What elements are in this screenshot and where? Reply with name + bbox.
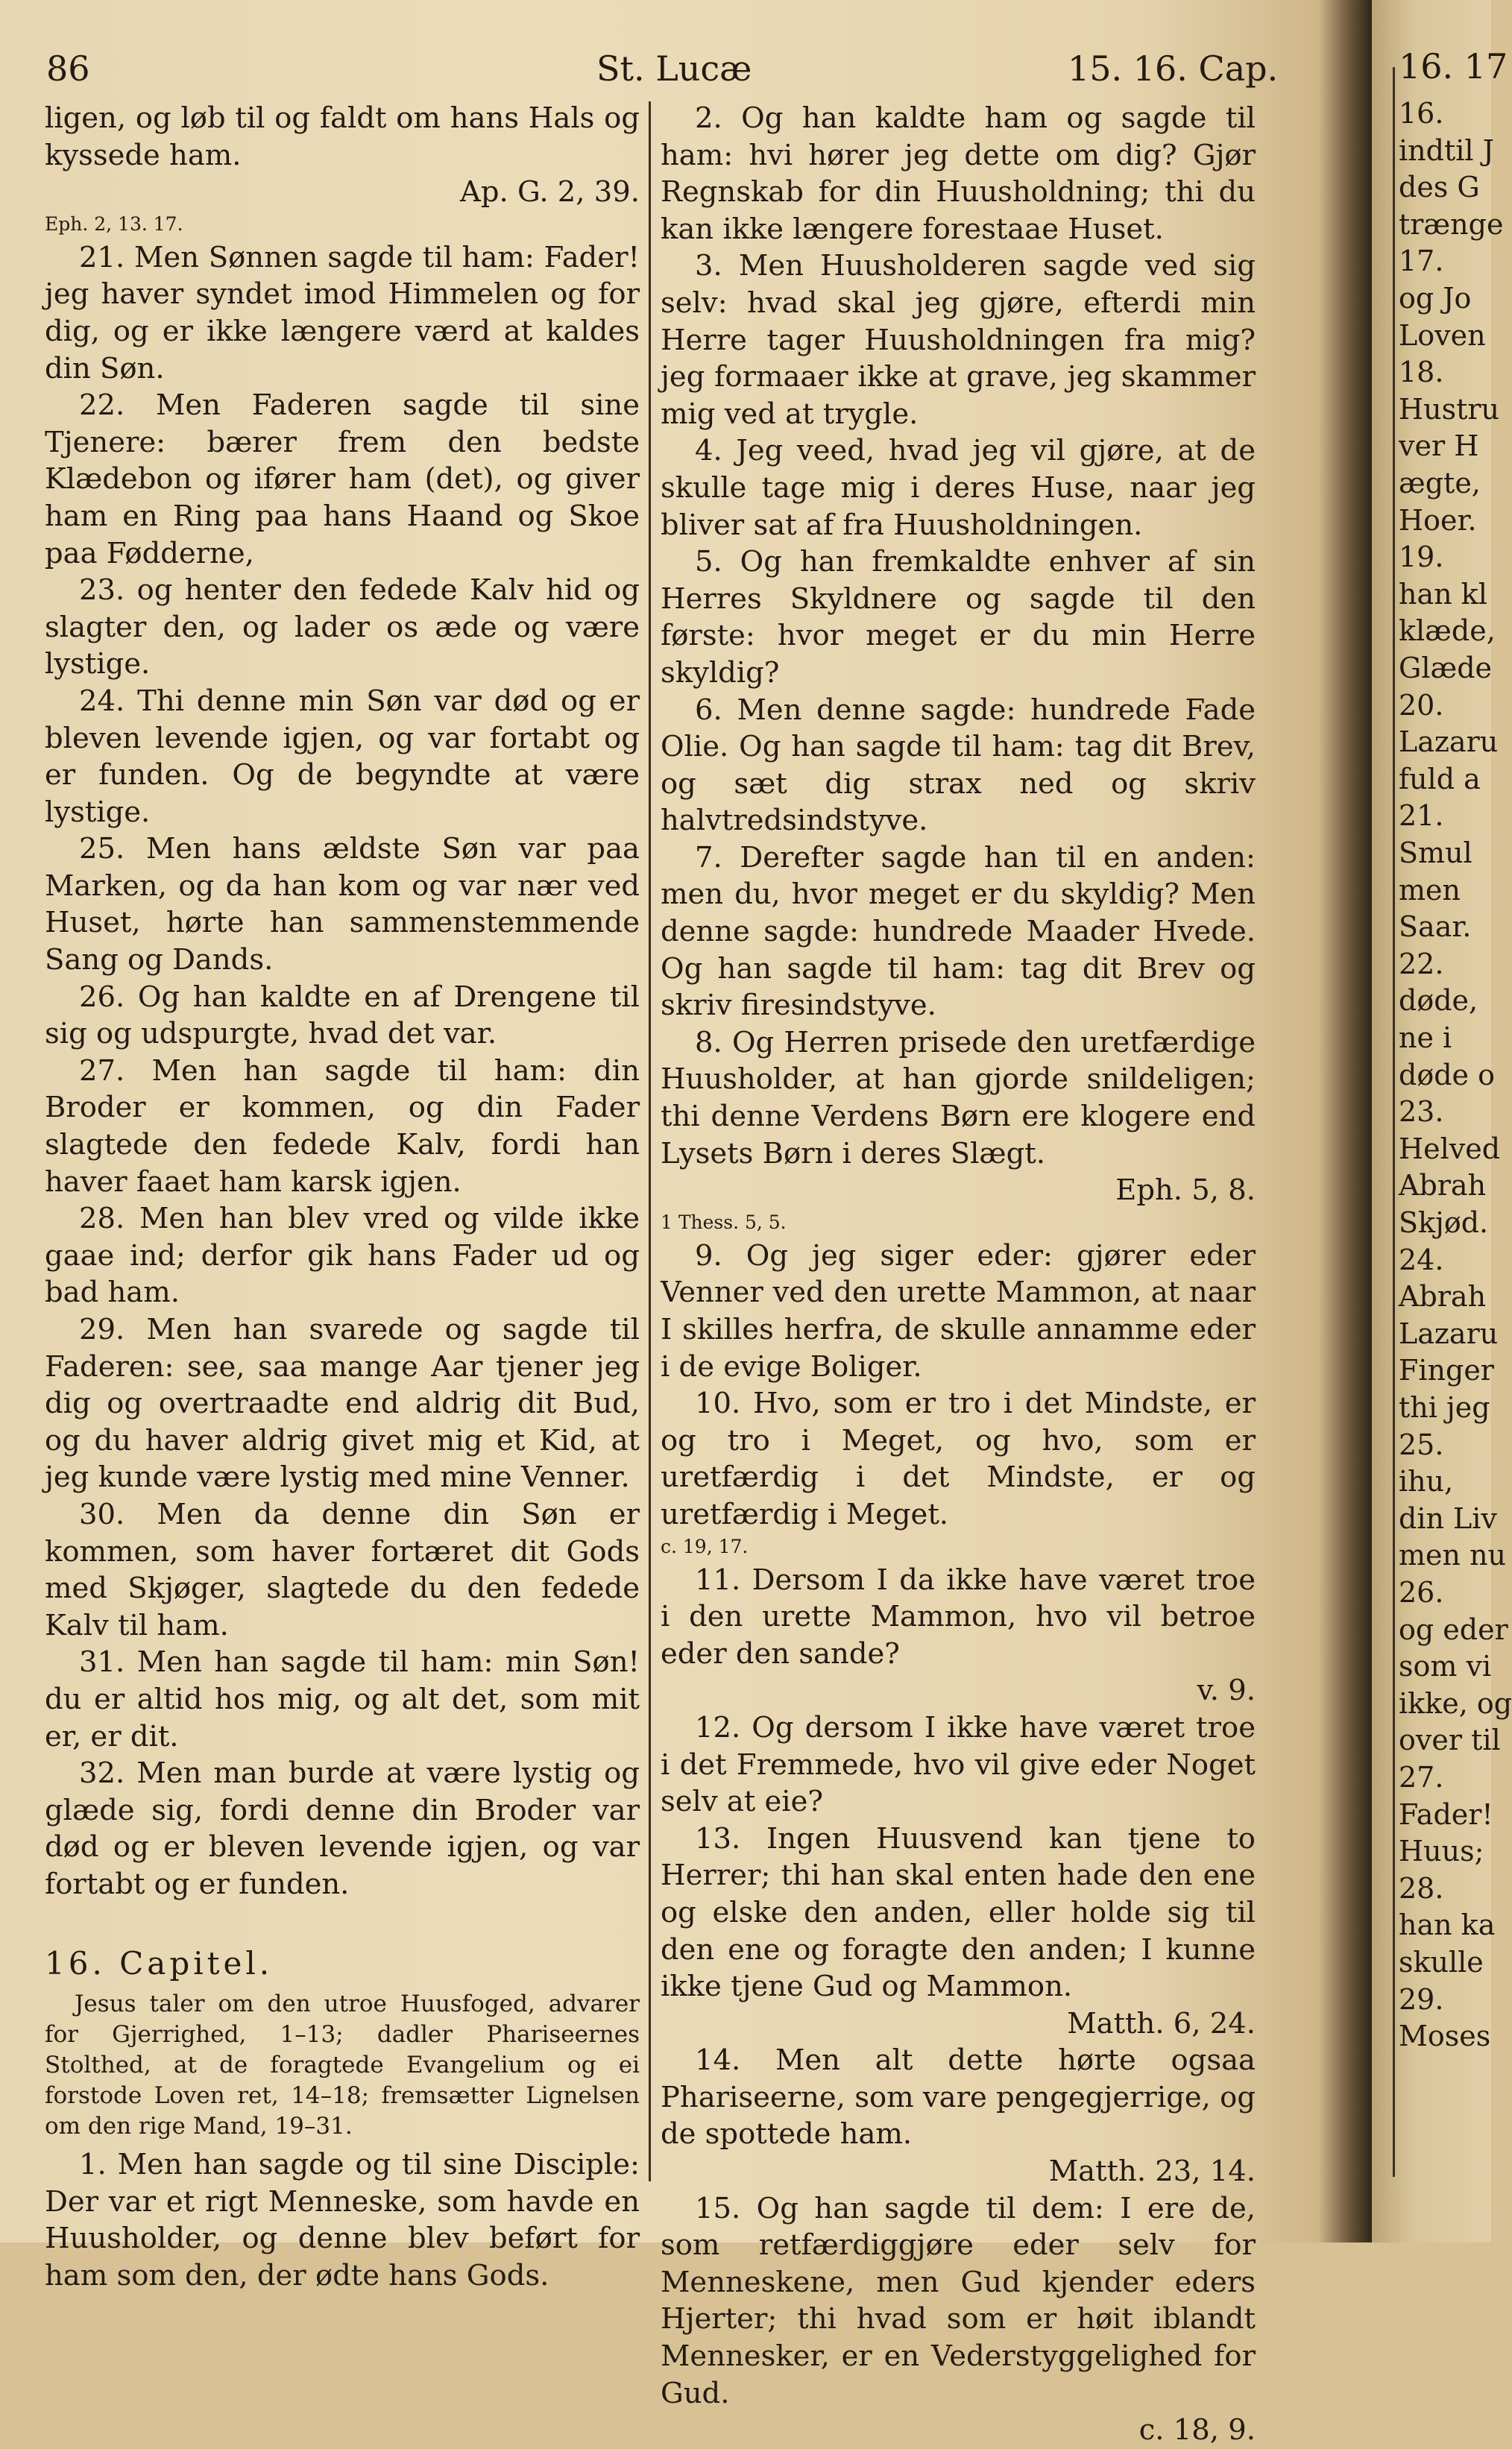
facing-page-line: Helved (1399, 1132, 1501, 1165)
facing-page-line: Loven (1399, 318, 1486, 352)
facing-page-line: ikke, og (1399, 1686, 1512, 1720)
verse-28: 28. Men han blev vred og vilde ikke gaae ind; derfor gik hans Fader ud og bad ham. (45, 1202, 640, 1310)
facing-page-line: 22. (1399, 947, 1444, 980)
facing-page-line: som vi (1399, 1650, 1492, 1683)
verse-15: 15. Og han sagde til dem: I ere de, som retfærdiggjøre eder selv for Menneskene, men Gud kjender eders Hjerter; thi hvad som er høit iblandt Mennesker, er en Vederstyggelighed for Gud. c. 18, 9. (661, 2190, 1256, 2449)
facing-page-line: og Jo (1399, 282, 1472, 315)
facing-page-line: døde, (1399, 984, 1478, 1018)
verse-23: 23. og henter den fedede Kalv hid og slagter den, og lader os æde og være lystige. (45, 573, 640, 681)
facing-page-edge (1372, 0, 1512, 2242)
facing-page-line: 24. (1399, 1243, 1444, 1276)
chapter-summary: Jesus taler om den utroe Huusfoged, advarer for Gjerrighed, 1–13; dadler Phariseernes Stolthed, at de foragtede Evangelium og ei forstode Loven ret, 14–18; fremsætter Lignelsen om den rige Mand, 19–31. (45, 1991, 640, 2140)
footnote-reference: Eph. 2, 13. 17. (45, 212, 183, 235)
facing-page-line: men nu (1399, 1539, 1507, 1572)
facing-page-line: 25. (1399, 1428, 1444, 1461)
verse-30: 30. Men da denne din Søn er kommen, som haver fortæret dit Gods med Skjøger, slagtede du den fedede Kalv til ham. (45, 1497, 640, 1642)
verse-11: 11. Dersom I da ikke have været troe i den urette Mammon, hvo vil betroe eder den sande? v. 9. (661, 1562, 1256, 1709)
verse-24: 24. Thi denne min Søn var død og er bleven levende igjen, og var fortabt og er funden. Og de begyndte at være lystige. (45, 684, 640, 829)
facing-page-line: ægte, (1399, 467, 1481, 499)
verse-6: 6. Men denne sagde: hundrede Fade Olie. Og han sagde til ham: tag dit Brev, og sæt dig strax ned og skriv halvtredsindstyve. (661, 693, 1256, 838)
verse-32: 32. Men man burde at være lystig og glæde sig, fordi denne din Broder var død og er bleven levende igjen, og var fortabt og er funden. (45, 1756, 640, 1901)
chapter-range: 15. 16. Cap. (1068, 48, 1279, 89)
facing-page-line: Hoer. (1399, 503, 1477, 537)
verse-3: 3. Men Huusholderen sagde ved sig selv: hvad skal jeg gjøre, efterdi min Herre tager Huusholdningen fra mig? jeg formaaer ikke at grave, jeg skammer mig ved at trygle. (661, 249, 1256, 431)
facing-page-line: trænge (1399, 207, 1504, 241)
page-number: 86 (46, 48, 90, 89)
facing-page-line: Finger (1399, 1354, 1494, 1387)
verse-5: 5. Og han fremkaldte enhver af sin Herres Skyldnere og sagde til den første: hvor meget er du min Herre skyldig? (661, 545, 1256, 690)
facing-page-line: 20. (1399, 688, 1444, 722)
running-title: St. Lucæ (596, 48, 752, 89)
facing-page-line: ne i (1399, 1021, 1452, 1054)
facing-page-line: Hustru (1399, 392, 1500, 426)
facing-page-line: Fader! (1399, 1797, 1493, 1831)
facing-page-line: 18. (1399, 356, 1444, 389)
facing-page-header: 16. 17 (1399, 46, 1508, 86)
verse-2: 2. Og han kaldte ham og sagde til ham: hvi hører jeg dette om dig? Gjør Regnskab for din Huusholdning; thi du kan ikke længere forestaae Huset. (661, 101, 1256, 246)
facing-page-line: Lazaru (1399, 725, 1499, 759)
facing-page-line: 19. (1399, 540, 1444, 574)
facing-page-line: Moses (1399, 2020, 1491, 2053)
facing-page-line: thi jeg (1399, 1391, 1490, 1424)
cross-reference: Matth. 23, 14. (1048, 2155, 1256, 2189)
facing-page-line: klæde, (1399, 614, 1496, 648)
facing-page-line: Abrah (1399, 1280, 1487, 1314)
facing-page-line: ver H (1399, 429, 1479, 463)
facing-page-line: ihu, (1399, 1465, 1454, 1498)
cross-reference: Ap. G. 2, 39. (460, 175, 640, 209)
verse-31: 31. Men han sagde til ham: min Søn! du er altid hos mig, og alt det, som mit er, er dit. (45, 1645, 640, 1753)
verse-9: 9. Og jeg siger eder: gjører eder Venner ved den urette Mammon, at naar I skilles herfra, de skulle annamme eder i de evige Boliger. (661, 1238, 1256, 1384)
facing-page-line: Huus; (1399, 1835, 1484, 1868)
facing-page-line: din Liv (1399, 1501, 1497, 1535)
facing-page-line: 23. (1399, 1095, 1444, 1129)
facing-page-line: Skjød. (1399, 1206, 1489, 1239)
facing-page-line: Saar. (1399, 910, 1472, 944)
facing-page-line: des G (1399, 171, 1480, 204)
verse-20-continued: ligen, og løb til og faldt om hans Hals og kyssede ham. Ap. G. 2, 39. (45, 100, 640, 211)
verse-25: 25. Men hans ældste Søn var paa Marken, og da han kom og var nær ved Huset, hørte han sammenstemmende Sang og Dands. (45, 832, 640, 977)
facing-page-line: døde o (1399, 1058, 1495, 1091)
facing-page-line: indtil J (1399, 133, 1494, 167)
right-column (661, 100, 1256, 2449)
facing-page-line: men (1399, 873, 1461, 907)
verse-21: 21. Men Sønnen sagde til ham: Fader! jeg haver syndet imod Himmelen og for dig, og er ikke længere værd at kaldes din Søn. (45, 240, 640, 385)
book-gutter (1320, 0, 1372, 2242)
facing-page-line: Glæde (1399, 652, 1493, 684)
facing-page-line: Lazaru (1399, 1317, 1499, 1350)
footnote-reference: c. 19, 17. (661, 1535, 749, 1557)
cross-reference: Matth. 6, 24. (1067, 2006, 1256, 2040)
cross-reference: c. 18, 9. (1138, 2413, 1256, 2448)
chapter-heading: 16. Capitel. (45, 1944, 274, 1982)
cross-reference: Eph. 5, 8. (1115, 1173, 1256, 1208)
facing-page-line: 27. (1399, 1761, 1444, 1794)
verse-4: 4. Jeg veed, hvad jeg vil gjøre, at de skulle tage mig i deres Huse, naar jeg bliver sat af fra Huusholdningen. (661, 434, 1256, 542)
verse-12: 12. Og dersom I ikke have været troe i det Fremmede, hvo vil give eder Noget selv at eie? (661, 1710, 1256, 1819)
facing-page-line: 29. (1399, 1982, 1444, 2016)
footnote-reference: 1 Thess. 5, 5. (661, 1211, 787, 1233)
cross-reference: v. 9. (1197, 1674, 1256, 1708)
facing-page-line: 17. (1399, 245, 1444, 278)
verse-22: 22. Men Faderen sagde til sine Tjenere: bærer frem den bedste Klædebon og ifører ham (det), og giver ham en Ring paa hans Haand og Skoe paa Fødderne, (45, 388, 640, 570)
facing-page-line: fuld a (1399, 762, 1481, 795)
verse-29: 29. Men han svarede og sagde til Faderen: see, saa mange Aar tjener jeg dig og overtraadte end aldrig dit Bud, og du haver aldrig givet mig et Kid, at jeg kunde være lystig med mine Venner. (45, 1313, 640, 1495)
verse-10: 10. Hvo, som er tro i det Mindste, er og tro i Meget, og hvo, som er uretfærdig i det Mindste, er og uretfærdig i Meget. (661, 1387, 1256, 1531)
facing-page-line: skulle (1399, 1946, 1484, 1979)
verse-7: 7. Derefter sagde han til en anden: men du, hvor meget er du skyldig? Men denne sagde: hundrede Maader Hvede. Og han sagde til ham: tag dit Brev og skriv firesindstyve. (661, 840, 1256, 1023)
facing-page-line: Smul (1399, 836, 1472, 869)
facing-page-line: Abrah (1399, 1169, 1487, 1203)
column-divider (649, 101, 651, 2181)
facing-page-line: 21. (1399, 799, 1444, 833)
facing-page-line: 16. (1399, 97, 1444, 130)
facing-page-line: og eder (1399, 1613, 1508, 1646)
verse-8: 8. Og Herren prisede den uretfærdige Huusholder, at han gjorde snildeligen; thi denne Verdens Børn ere klogere end Lysets Børn i deres Slægt. Eph. 5, 8. (661, 1024, 1256, 1209)
facing-page-line: 28. (1399, 1871, 1444, 1905)
left-column (45, 100, 640, 2294)
facing-page-line: over til (1399, 1724, 1501, 1757)
verse-14: 14. Men alt dette hørte ogsaa Phariseerne, som vare pengegjerrige, og de spottede ham. Matth. 23, 14. (661, 2042, 1256, 2190)
verse-26: 26. Og han kaldte en af Drengene til sig og udspurgte, hvad det var. (45, 980, 640, 1051)
facing-page-line: han ka (1399, 1909, 1496, 1942)
verse-13: 13. Ingen Huusvend kan tjene to Herrer; thi han skal enten hade den ene og elske den anden, eller holde sig til den ene og foragte den anden; I kunne ikke tjene Gud og Mammon. Matth. 6, 24. (661, 1821, 1256, 2043)
verse-27: 27. Men han sagde til ham: din Broder er kommen, og din Fader slagtede den fedede Kalv, fordi han haver faaet ham karsk igjen. (45, 1053, 640, 1199)
verse-1: 1. Men han sagde og til sine Disciple: Der var et rigt Menneske, som havde en Huusholder, og denne blev beført for ham som den, der ødte hans Gods. (45, 2148, 640, 2292)
facing-page-line: han kl (1399, 577, 1487, 611)
facing-page-rule (1393, 67, 1395, 2177)
facing-page-line: 26. (1399, 1576, 1444, 1609)
